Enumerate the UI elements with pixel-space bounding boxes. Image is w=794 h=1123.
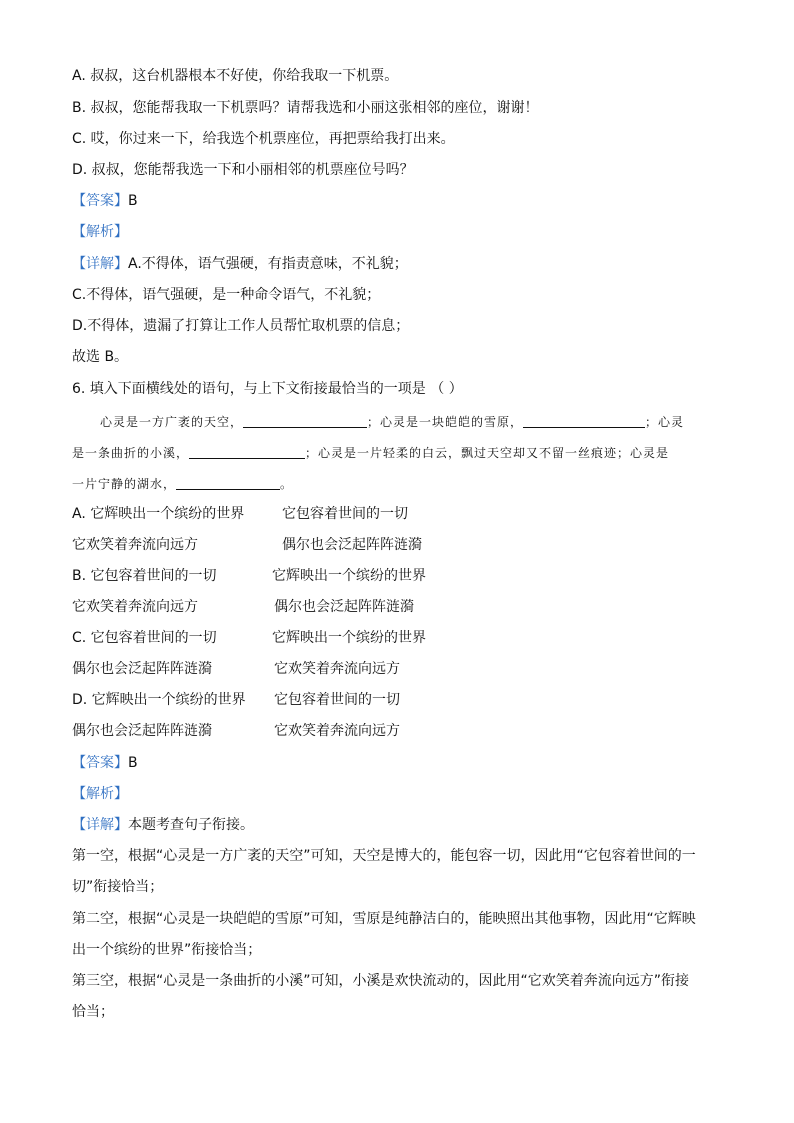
passage-text: 心灵是一方广袤的天空， xyxy=(100,415,244,429)
q6-option-b-row-2 xyxy=(72,597,414,617)
q6-option-d-left-2: 偶尔也会泛起阵阵涟漪 xyxy=(72,723,212,739)
q6-option-c-right-2: 它欢笑着奔流向远方 xyxy=(274,661,400,677)
q6-option-c-left-1: C. 它包容着世间的一切 xyxy=(72,630,217,646)
q6-answer-value: B xyxy=(128,755,138,771)
q6-option-a-row-1 xyxy=(72,504,408,524)
q6-detail-first-line xyxy=(72,815,254,835)
q5-detail-tag: 【详解】 xyxy=(72,256,128,272)
q6-detail-line-2: 切”衔接恰当； xyxy=(72,879,164,895)
q5-option-b: B. 叔叔，您能帮我取一下机票吗？请帮我选和小丽这张相邻的座位，谢谢！ xyxy=(72,100,539,116)
q6-option-c-left-2: 偶尔也会泛起阵阵涟漪 xyxy=(72,661,212,677)
q6-stem: 6. 填入下面横线处的语句，与上下文衔接最恰当的一项是 （ ） xyxy=(72,381,463,397)
q6-option-a-left-1: A. 它辉映出一个缤纷的世界 xyxy=(72,506,245,522)
q6-option-b-left-2: 它欢笑着奔流向远方 xyxy=(72,599,198,615)
q6-detail-line-4: 出一个缤纷的世界”衔接恰当； xyxy=(72,942,262,958)
q6-option-a-right-2: 偶尔也会泛起阵阵涟漪 xyxy=(282,537,422,553)
q6-option-c-row-1 xyxy=(72,628,426,648)
q5-option-c: C. 哎，你过来一下，给我选个机票座位，再把票给我打出来。 xyxy=(72,131,455,147)
passage-text: ；心灵是一片轻柔的白云，飘过天空却又不留一丝痕迹；心灵是 xyxy=(305,446,670,460)
q5-answer-value: B xyxy=(128,193,138,209)
q6-passage-line-3 xyxy=(72,474,293,494)
q5-detail-line-1 xyxy=(72,254,408,274)
passage-text: 是一条曲折的小溪， xyxy=(72,446,190,460)
q6-analysis-tag: 【解析】 xyxy=(72,786,128,802)
q5-answer-line xyxy=(72,191,138,211)
q5-detail-text-1: A.不得体，语气强硬，有指责意味，不礼貌； xyxy=(128,256,408,272)
answer-blank-2 xyxy=(523,413,645,428)
passage-text: ；心灵 xyxy=(645,415,685,429)
q6-passage-line-1 xyxy=(100,412,684,432)
answer-blank-4 xyxy=(176,475,280,490)
passage-text: 。 xyxy=(280,477,294,491)
q6-option-b-right-1: 它辉映出一个缤纷的世界 xyxy=(272,568,426,584)
q6-detail-line-3: 第二空，根据“心灵是一块皑皑的雪原”可知，雪原是纯静洁白的，能映照出其他事物，因此用“它辉映 xyxy=(72,911,696,927)
q6-answer-tag: 【答案】 xyxy=(72,755,128,771)
q6-option-c-row-2 xyxy=(72,659,400,679)
q6-option-d-right-1: 它包容着世间的一切 xyxy=(274,692,400,708)
q6-option-a-right-1: 它包容着世间的一切 xyxy=(282,506,408,522)
q5-option-d: D. 叔叔，您能帮我选一下和小丽相邻的机票座位号吗？ xyxy=(72,162,414,178)
q6-option-d-row-2 xyxy=(72,721,400,741)
q6-option-c-right-1: 它辉映出一个缤纷的世界 xyxy=(272,630,426,646)
q5-detail-line-2: C.不得体，语气强硬，是一种命令语气，不礼貌； xyxy=(72,287,381,303)
q6-option-b-left-1: B. 它包容着世间的一切 xyxy=(72,568,217,584)
q6-passage-line-2 xyxy=(72,443,669,463)
q6-detail-line-1: 第一空，根据“心灵是一方广袤的天空”可知，天空是博大的，能包容一切，因此用“它包容着世间的一 xyxy=(72,848,696,864)
q6-option-a-row-2 xyxy=(72,535,422,555)
passage-text: 一片宁静的湖水， xyxy=(72,477,177,491)
q6-option-d-right-2: 它欢笑着奔流向远方 xyxy=(274,723,400,739)
q6-detail-line-5: 第三空，根据“心灵是一条曲折的小溪”可知，小溪是欢快流动的，因此用“它欢笑着奔流向远方”衔接 xyxy=(72,973,690,989)
answer-blank-1 xyxy=(243,413,367,428)
q6-option-d-left-1: D. 它辉映出一个缤纷的世界 xyxy=(72,692,246,708)
q5-detail-line-3: D.不得体，遗漏了打算让工作人员帮忙取机票的信息； xyxy=(72,318,410,334)
passage-text: ；心灵是一块皑皑的雪原， xyxy=(367,415,524,429)
q6-option-b-row-1 xyxy=(72,566,426,586)
q6-answer-line xyxy=(72,753,138,773)
q6-option-d-row-1 xyxy=(72,690,400,710)
q6-option-a-left-2: 它欢笑着奔流向远方 xyxy=(72,537,198,553)
q6-option-b-right-2: 偶尔也会泛起阵阵涟漪 xyxy=(274,599,414,615)
q5-detail-line-4: 故选 B。 xyxy=(72,349,129,365)
answer-blank-3 xyxy=(189,444,305,459)
q5-option-a: A. 叔叔，这台机器根本不好使，你给我取一下机票。 xyxy=(72,68,399,84)
q6-detail-first-text: 本题考查句子衔接。 xyxy=(128,817,254,833)
q5-analysis-tag: 【解析】 xyxy=(72,224,128,240)
q6-detail-tag: 【详解】 xyxy=(72,817,128,833)
q6-detail-line-6: 恰当； xyxy=(72,1004,114,1020)
q5-answer-tag: 【答案】 xyxy=(72,193,128,209)
